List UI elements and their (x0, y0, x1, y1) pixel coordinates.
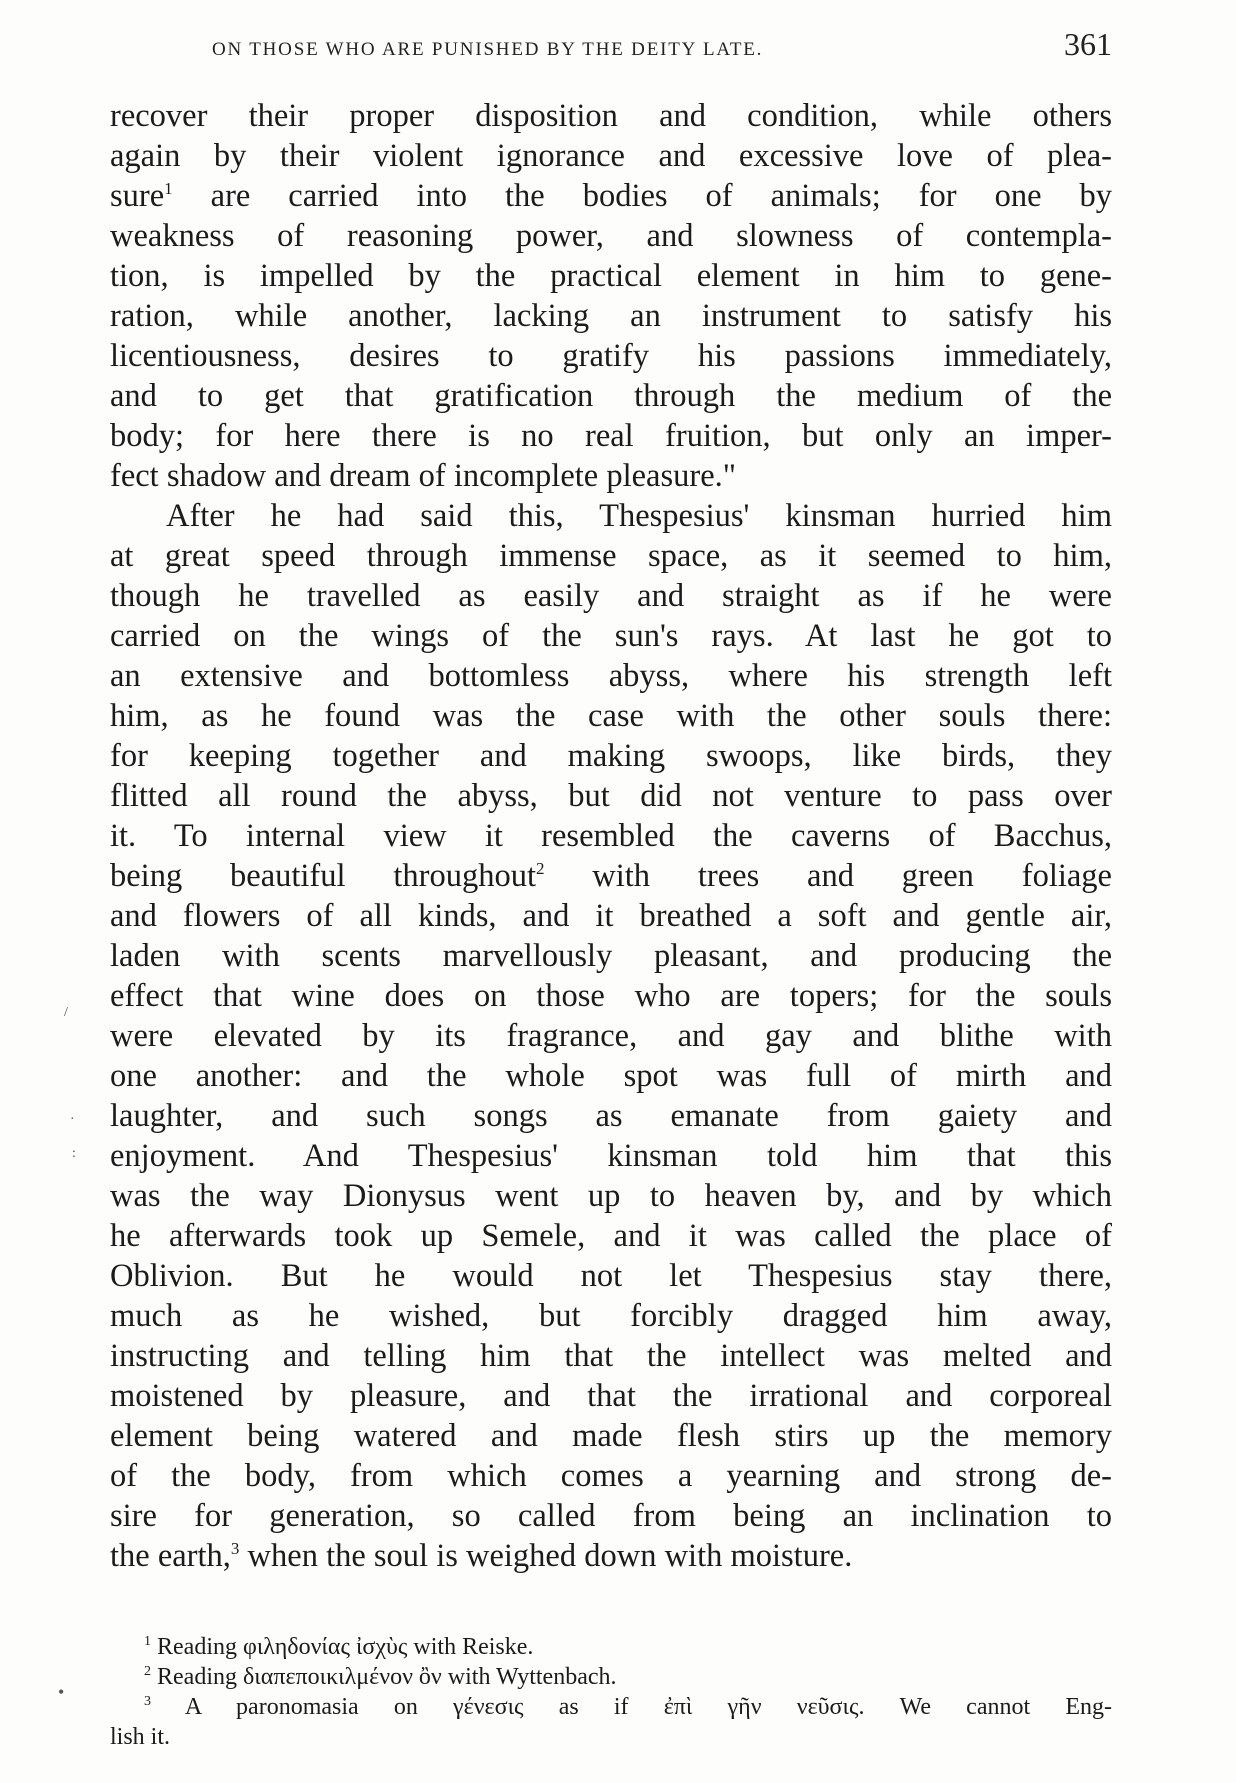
footnote-text: Reading διαπεποικιλμένον ὂν with Wyttenbach. (157, 1664, 617, 1690)
footnote-reference[interactable]: 1 (164, 179, 173, 199)
text-line: flitted all round the abyss, but did not venture to pass over (110, 778, 1112, 814)
text-line: licentiousness, desires to gratify his passions immediately, (110, 338, 1112, 374)
text-line (110, 856, 1112, 896)
paragraph-2 (110, 496, 1112, 1576)
text-line: again by their violent ignorance and excessive love of plea- (110, 138, 1112, 174)
text-line: much as he wished, but forcibly dragged him away, (110, 1298, 1112, 1334)
text-line: fect shadow and dream of incomplete pleasure." (110, 458, 737, 494)
text-line (110, 176, 1112, 216)
text-line: After he had said this, Thespesius' kinsman hurried him (166, 498, 1112, 534)
text-line: at great speed through immense space, as it seemed to him, (110, 538, 1112, 574)
line-fragment: are carried into the bodies of animals; for one by (172, 178, 1112, 214)
text-line: an extensive and bottomless abyss, where his strength left (110, 658, 1112, 694)
footnote-2 (110, 1662, 1112, 1692)
text-line: of the body, from which comes a yearning and strong de- (110, 1458, 1112, 1494)
text-line: effect that wine does on those who are topers; for the souls (110, 978, 1112, 1014)
text-line: he afterwards took up Semele, and it was called the place of (110, 1218, 1112, 1254)
text-line: sire for generation, so called from being an inclination to (110, 1498, 1112, 1534)
text-line: ration, while another, lacking an instrument to satisfy his (110, 298, 1112, 334)
footnote-continuation (110, 1722, 1112, 1752)
text-line: was the way Dionysus went up to heaven by, and by which (110, 1178, 1112, 1214)
text-line: and flowers of all kinds, and it breathed a soft and gentle air, (110, 898, 1112, 934)
margin-speck: · (70, 1112, 75, 1127)
text-line: enjoyment. And Thespesius' kinsman told him that this (110, 1138, 1112, 1174)
paragraph-1 (110, 96, 1112, 496)
footnote-reference[interactable]: 3 (230, 1539, 240, 1559)
text-line: for keeping together and making swoops, like birds, they (110, 738, 1112, 774)
line-fragment: the earth, (110, 1538, 231, 1574)
footnote-text: lish it. (110, 1724, 171, 1750)
text-line: carried on the wings of the sun's rays. At last he got to (110, 618, 1112, 654)
line-fragment: sure (110, 178, 165, 214)
text-line: recover their proper disposition and condition, while others (110, 98, 1112, 134)
line-fragment: being beautiful throughout (110, 858, 536, 894)
running-head (212, 26, 1112, 63)
text-line (110, 1536, 1112, 1576)
text-line: and to get that gratification through the medium of the (110, 378, 1112, 414)
text-line: were elevated by its fragrance, and gay and blithe with (110, 1018, 1112, 1054)
text-line: it. To internal view it resembled the caverns of Bacchus, (110, 818, 1112, 854)
line-fragment: with trees and green foliage (544, 858, 1112, 894)
margin-speck: : (72, 1146, 76, 1161)
text-line: element being watered and made flesh stirs up the memory (110, 1418, 1112, 1454)
text-line: moistened by pleasure, and that the irrational and corporeal (110, 1378, 1112, 1414)
text-line: though he travelled as easily and straight as if he were (110, 578, 1112, 614)
line-fragment: when the soul is weighed down with moisture. (239, 1538, 853, 1574)
text-line: weakness of reasoning power, and slowness of contempla- (110, 218, 1112, 254)
footnote-marker: 2 (144, 1664, 151, 1679)
footnote-3 (110, 1692, 1112, 1722)
footnote-marker: 3 (144, 1694, 151, 1709)
text-line: instructing and telling him that the intellect was melted and (110, 1338, 1112, 1374)
running-title: ON THOSE WHO ARE PUNISHED BY THE DEITY LATE. (212, 39, 764, 60)
footnote-1 (110, 1632, 1112, 1662)
text-line: laden with scents marvellously pleasant, and producing the (110, 938, 1112, 974)
margin-speck: / (64, 1005, 68, 1020)
page-number: 361 (1064, 26, 1112, 62)
text-line: one another: and the whole spot was full of mirth and (110, 1058, 1112, 1094)
text-line: tion, is impelled by the practical element in him to gene- (110, 258, 1112, 294)
text-line: him, as he found was the case with the other souls there: (110, 698, 1112, 734)
body-text (110, 96, 1112, 1576)
footnote-marker: 1 (144, 1634, 151, 1649)
footnote-text: Reading φιληδονίας ἰσχὺς with Reiske. (157, 1634, 534, 1660)
text-line: laughter, and such songs as emanate from gaiety and (110, 1098, 1112, 1134)
text-line: body; for here there is no real fruition, but only an imper- (110, 418, 1112, 454)
footnote-text: A paronomasia on γένεσις as if ἐπὶ γῆν νεῦσις. We cannot Eng- (184, 1694, 1112, 1720)
footnote-reference[interactable]: 2 (535, 859, 545, 879)
margin-speck: • (58, 1682, 65, 1702)
footnotes (110, 1632, 1112, 1752)
text-line: Oblivion. But he would not let Thespesius stay there, (110, 1258, 1112, 1294)
